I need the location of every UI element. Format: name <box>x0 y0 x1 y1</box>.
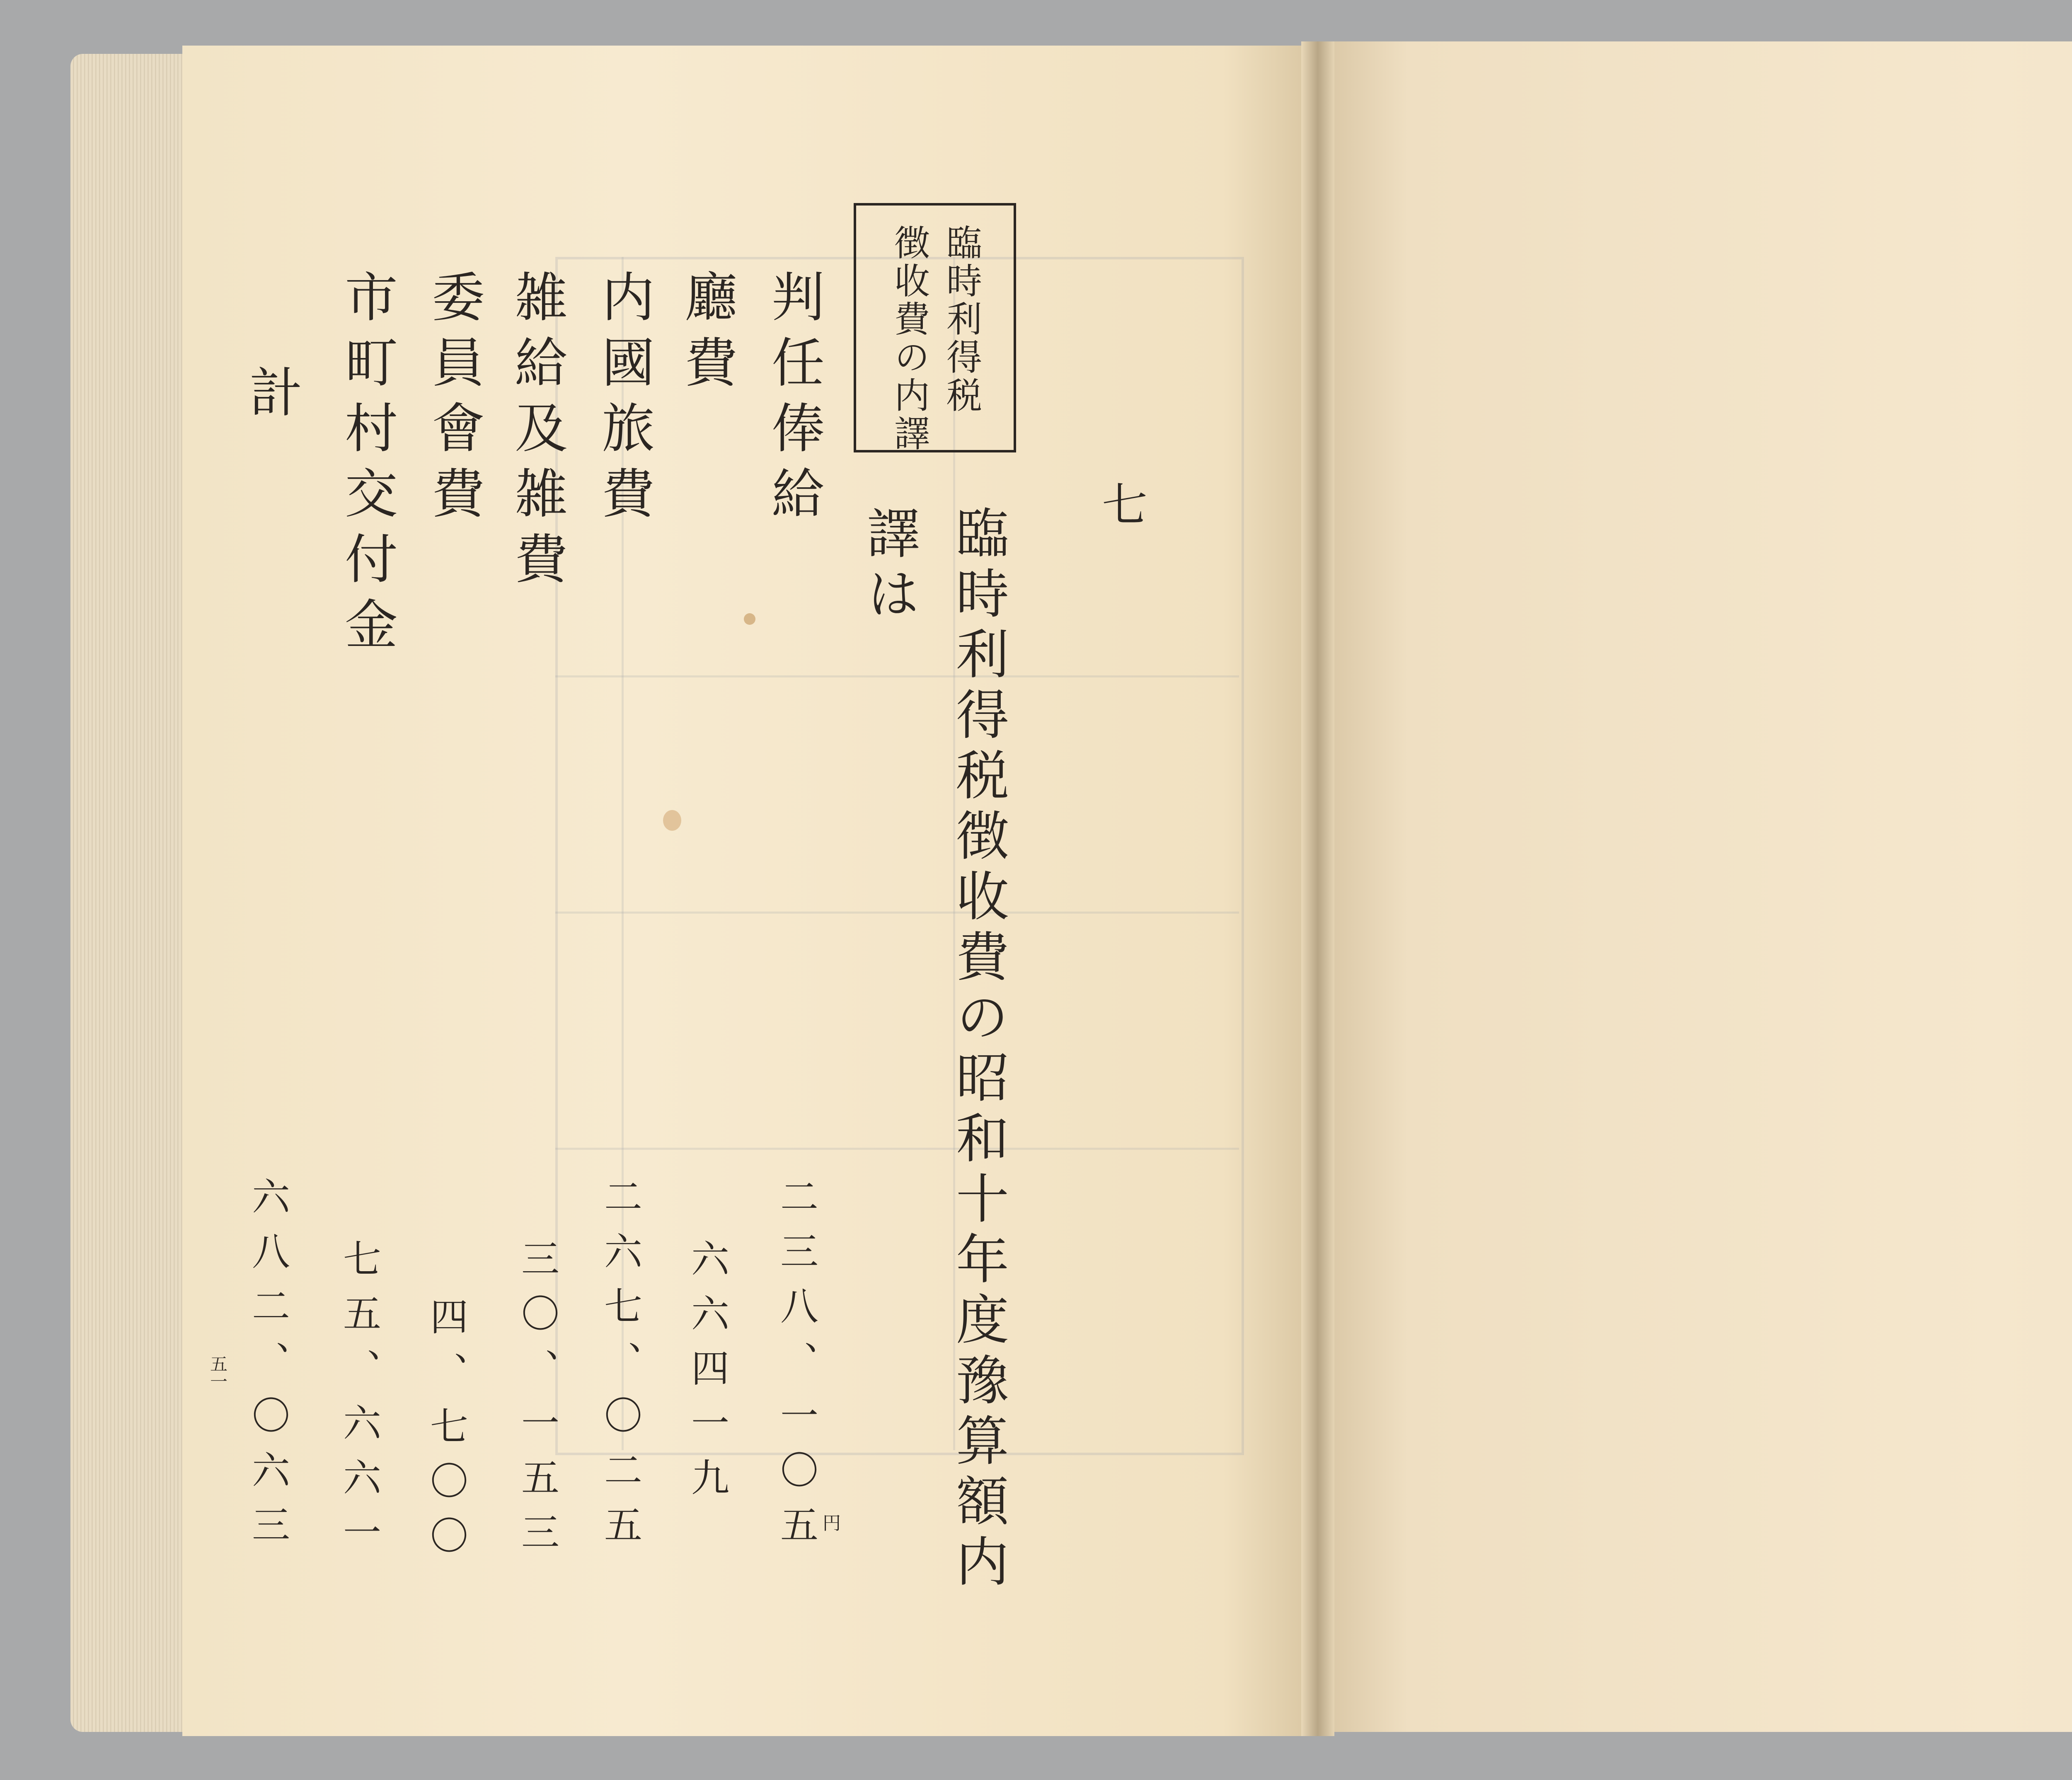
title-box-line2: 徴收費の内譯 <box>888 224 929 453</box>
item-amount: 二六七、〇二五 <box>598 1177 642 1560</box>
page-number-left: 五一 <box>208 1355 228 1390</box>
stain-spot <box>744 613 755 625</box>
item-label: 雑給及雑費 <box>506 269 567 597</box>
item-label: 内國旅費 <box>593 269 654 531</box>
currency-unit: 円 <box>823 1513 841 1534</box>
item-amount: 六八二、〇六三 <box>246 1177 290 1560</box>
item-label: 廳費 <box>675 269 737 400</box>
item-amount: 七五、六六一 <box>337 1239 381 1567</box>
right-page <box>1318 41 2072 1732</box>
book-gutter <box>1301 41 1334 1736</box>
item-amount: 三〇、一五三 <box>515 1239 559 1567</box>
item-label: 市町村交付金 <box>336 269 397 662</box>
heading-line1: 臨時利得税徴收費の昭和十年度豫算額内 <box>947 505 1009 1594</box>
show-through-text <box>2051 348 2072 1177</box>
item-amount: 六六四一九 <box>685 1239 729 1512</box>
title-box <box>854 203 1016 452</box>
item-label: 計 <box>240 365 302 430</box>
item-amount: 二三八、一〇五 <box>774 1177 818 1560</box>
title-box-line1: 臨時利得税 <box>940 224 982 415</box>
stain-spot <box>663 810 681 831</box>
section-number: 七 <box>1094 481 1147 526</box>
item-label: 委員會費 <box>423 269 484 531</box>
show-through-text <box>1740 311 1790 1222</box>
left-page-edges <box>70 54 186 1732</box>
heading-line2: 譯は <box>858 505 920 626</box>
item-label: 判任俸給 <box>762 269 824 531</box>
item-amount: 四、七〇〇 <box>424 1297 468 1570</box>
